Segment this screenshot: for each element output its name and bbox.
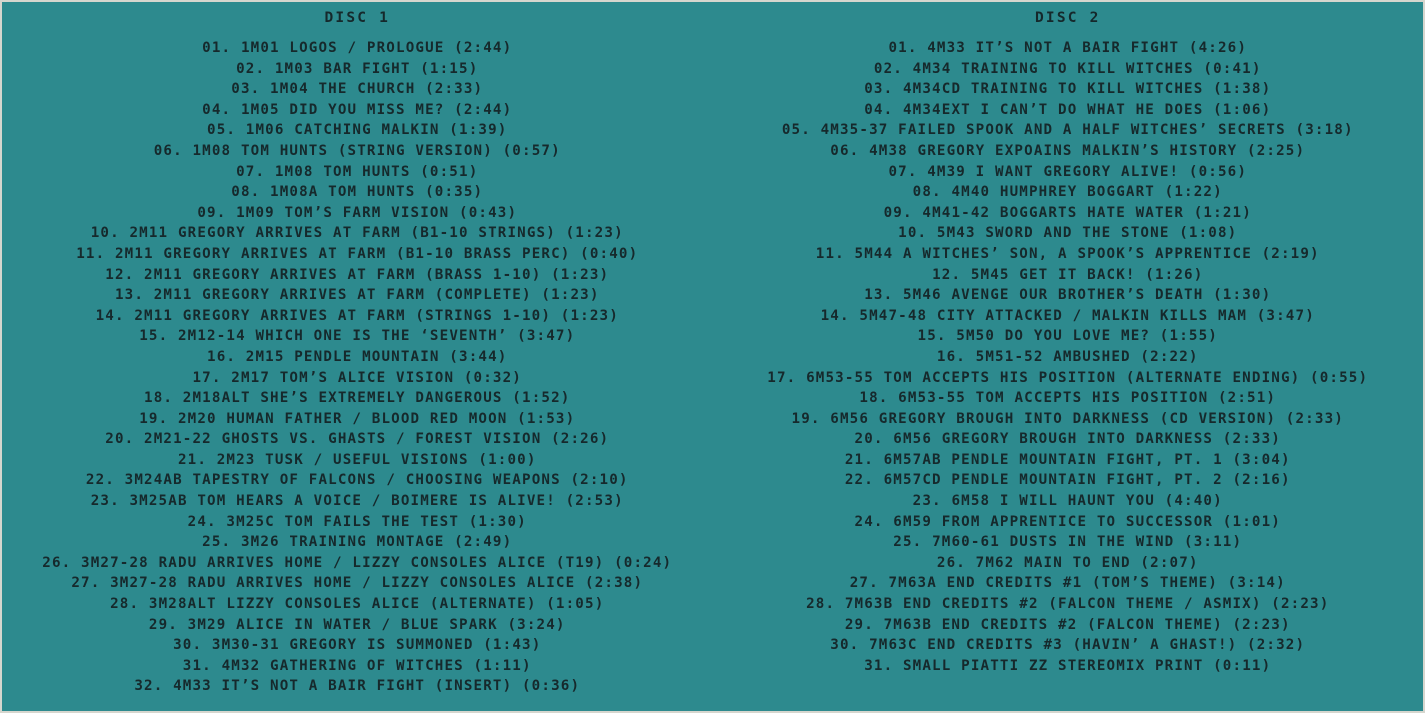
track-item: 13. 2M11 GREGORY ARRIVES AT FARM (COMPLETE) (1:23) (114, 287, 600, 304)
track-item: 15. 2M12-14 WHICH ONE IS THE ‘SEVENTH’ (3:47) (139, 328, 576, 345)
track-item: 17. 6M53-55 TOM ACCEPTS HIS POSITION (ALTERNATE ENDING) (0:55) (767, 369, 1369, 386)
track-item: 25. 7M60-61 DUSTS IN THE WIND (3:11) (893, 534, 1243, 551)
track-item: 32. 4M33 IT’S NOT A BAIR FIGHT (INSERT) (0:36) (134, 678, 581, 695)
disc-column-2 (713, 10, 1424, 711)
track-item: 18. 2M18ALT SHE’S EXTREMELY DANGEROUS (1:52) (144, 390, 571, 407)
track-item: 28. 3M28ALT LIZZY CONSOLES ALICE (ALTERNATE) (1:05) (110, 596, 605, 613)
track-item: 10. 2M11 GREGORY ARRIVES AT FARM (B1-10 STRINGS) (1:23) (90, 225, 624, 242)
disc-2-title: DISC 2 (1034, 10, 1101, 26)
track-item: 26. 3M27-28 RADU ARRIVES HOME / LIZZY CONSOLES ALICE (T19) (0:24) (42, 554, 673, 571)
track-item: 30. 3M30-31 GREGORY IS SUMMONED (1:43) (173, 637, 542, 654)
track-item: 04. 1M05 DID YOU MISS ME? (2:44) (202, 101, 513, 118)
track-item: 28. 7M63B END CREDITS #2 (FALCON THEME / ASMIX) (2:23) (806, 596, 1330, 613)
track-item: 29. 3M29 ALICE IN WATER / BLUE SPARK (3:24) (148, 616, 566, 633)
track-item: 05. 1M06 CATCHING MALKIN (1:39) (207, 122, 508, 139)
track-item: 05. 4M35-37 FAILED SPOOK AND A HALF WITCHES’ SECRETS (3:18) (781, 122, 1354, 139)
track-item: 19. 6M56 GREGORY BROUGH INTO DARKNESS (CD VERSION) (2:33) (791, 410, 1344, 427)
track-item: 04. 4M34EXT I CAN’T DO WHAT HE DOES (1:06) (864, 101, 1272, 118)
track-item: 21. 6M57AB PENDLE MOUNTAIN FIGHT, PT. 1 (3:04) (844, 451, 1291, 468)
track-item: 09. 1M09 TOM’S FARM VISION (0:43) (197, 204, 518, 221)
track-item: 18. 6M53-55 TOM ACCEPTS HIS POSITION (2:51) (859, 390, 1277, 407)
track-item: 02. 4M34 TRAINING TO KILL WITCHES (0:41) (873, 60, 1262, 77)
track-item: 14. 5M47-48 CITY ATTACKED / MALKIN KILLS MAM (3:47) (820, 307, 1315, 324)
track-item: 21. 2M23 TUSK / USEFUL VISIONS (1:00) (177, 451, 537, 468)
track-item: 03. 1M04 THE CHURCH (2:33) (231, 81, 484, 98)
track-item: 24. 6M59 FROM APPRENTICE TO SUCCESSOR (1:01) (854, 513, 1281, 530)
track-item: 29. 7M63B END CREDITS #2 (FALCON THEME) (2:23) (844, 616, 1291, 633)
track-item: 10. 5M43 SWORD AND THE STONE (1:08) (898, 225, 1238, 242)
track-item: 22. 6M57CD PENDLE MOUNTAIN FIGHT, PT. 2 (2:16) (844, 472, 1291, 489)
track-item: 06. 4M38 GREGORY EXPOAINS MALKIN’S HISTORY (2:25) (830, 142, 1306, 159)
track-item: 31. SMALL PIATTI ZZ STEREOMIX PRINT (0:11) (864, 657, 1272, 674)
track-item: 26. 7M62 MAIN TO END (2:07) (936, 554, 1199, 571)
track-item: 09. 4M41-42 BOGGARTS HATE WATER (1:21) (883, 204, 1252, 221)
track-item: 31. 4M32 GATHERING OF WITCHES (1:11) (182, 657, 532, 674)
track-item: 12. 5M45 GET IT BACK! (1:26) (932, 266, 1204, 283)
track-item: 25. 3M26 TRAINING MONTAGE (2:49) (202, 534, 513, 551)
disc-2-track-list (713, 38, 1424, 676)
track-item: 20. 2M21-22 GHOSTS VS. GHASTS / FOREST VISION (2:26) (105, 431, 610, 448)
track-item: 22. 3M24AB TAPESTRY OF FALCONS / CHOOSING WEAPONS (2:10) (85, 472, 629, 489)
track-item: 20. 6M56 GREGORY BROUGH INTO DARKNESS (2:33) (854, 431, 1281, 448)
track-item: 24. 3M25C TOM FAILS THE TEST (1:30) (187, 513, 527, 530)
track-item: 03. 4M34CD TRAINING TO KILL WITCHES (1:38) (864, 81, 1272, 98)
track-item: 17. 2M17 TOM’S ALICE VISION (0:32) (192, 369, 522, 386)
track-item: 12. 2M11 GREGORY ARRIVES AT FARM (BRASS 1-10) (1:23) (105, 266, 610, 283)
track-item: 07. 1M08 TOM HUNTS (0:51) (236, 163, 479, 180)
disc-1-title: DISC 1 (324, 10, 391, 26)
track-item: 19. 2M20 HUMAN FATHER / BLOOD RED MOON (1:53) (139, 410, 576, 427)
track-item: 16. 5M51-52 AMBUSHED (2:22) (936, 348, 1199, 365)
track-item: 23. 6M58 I WILL HAUNT YOU (4:40) (912, 493, 1223, 510)
track-item: 01. 1M01 LOGOS / PROLOGUE (2:44) (202, 40, 513, 56)
track-item: 01. 4M33 IT’S NOT A BAIR FIGHT (4:26) (888, 40, 1248, 56)
track-item: 08. 4M40 HUMPHREY BOGGART (1:22) (912, 184, 1223, 201)
track-item: 15. 5M50 DO YOU LOVE ME? (1:55) (917, 328, 1218, 345)
track-item: 27. 3M27-28 RADU ARRIVES HOME / LIZZY CONSOLES ALICE (2:38) (71, 575, 644, 592)
track-item: 02. 1M03 BAR FIGHT (1:15) (236, 60, 479, 77)
track-item: 27. 7M63A END CREDITS #1 (TOM’S THEME) (3:14) (849, 575, 1286, 592)
track-item: 30. 7M63C END CREDITS #3 (HAVIN’ A GHAST!) (2:32) (830, 637, 1306, 654)
track-item: 14. 2M11 GREGORY ARRIVES AT FARM (STRINGS 1-10) (1:23) (95, 307, 619, 324)
track-item: 23. 3M25AB TOM HEARS A VOICE / BOIMERE IS ALIVE! (2:53) (90, 493, 624, 510)
track-item: 11. 2M11 GREGORY ARRIVES AT FARM (B1-10 BRASS PERC) (0:40) (76, 245, 639, 262)
track-item: 11. 5M44 A WITCHES’ SON, A SPOOK’S APPRENTICE (2:19) (815, 245, 1320, 262)
track-item: 08. 1M08A TOM HUNTS (0:35) (231, 184, 484, 201)
track-item: 16. 2M15 PENDLE MOUNTAIN (3:44) (207, 348, 508, 365)
disc-column-1 (2, 10, 713, 711)
track-item: 06. 1M08 TOM HUNTS (STRING VERSION) (0:57) (153, 142, 561, 159)
track-item: 13. 5M46 AVENGE OUR BROTHER’S DEATH (1:30) (864, 287, 1272, 304)
track-item: 07. 4M39 I WANT GREGORY ALIVE! (0:56) (888, 163, 1248, 180)
disc-1-track-list (2, 38, 713, 697)
